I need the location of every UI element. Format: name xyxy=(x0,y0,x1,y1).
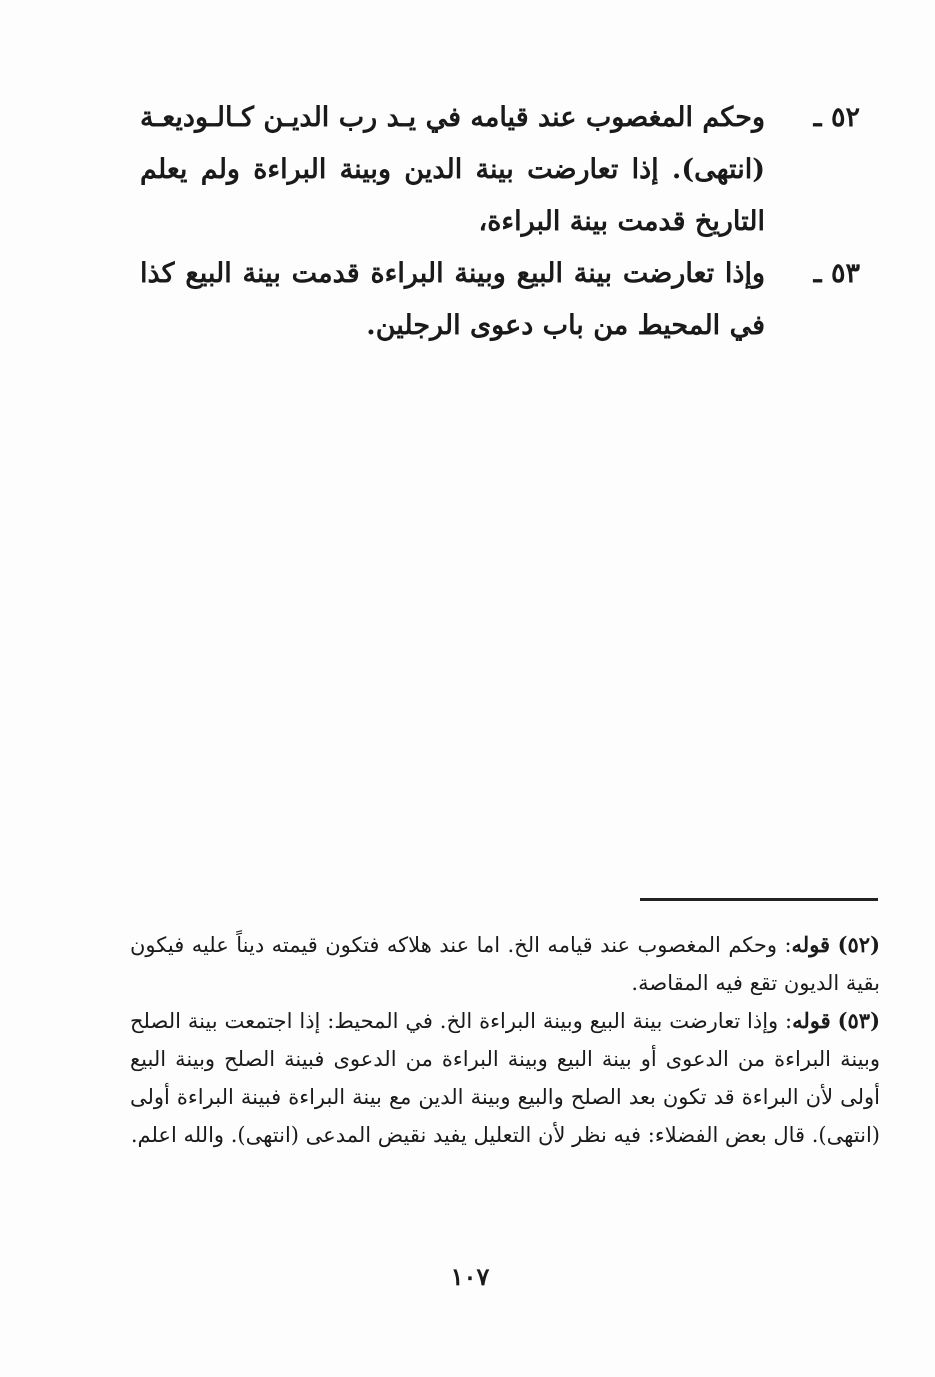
item-text: وإذا تعارضت بينة البيع وبينة البراءة قدمت بينة البيع كذا في المحيط من باب دعوى الرجلين. xyxy=(140,258,765,341)
footnote-label: قوله xyxy=(792,1008,831,1033)
footnote-text: : وحكم المغصوب عند قيامه الخ. اما عند هلاكه فتكون قيمته ديناً عليه فيكون بقية الديون تقع فيه المقاصة. xyxy=(130,933,880,995)
footnote-divider xyxy=(640,898,878,901)
footnote-text: : وإذا تعارضت بينة البيع وبينة البراءة الخ. في المحيط: إذا اجتمعت بينة الصلح وبينة البراءة من الدعوى أو بينة البيع وبينة البراءة من الدعوى فبينة الصلح وبينة البيع أولى لأن البراءة قد تكون بعد الصلح والبيع وبينة الدين مع بينة البراءة فبينة البراءة أولى (انتهى). قال بعض الفضلاء: فيه نظر لأن التعليل يفيد نقيض المدعى (انتهى). والله اعلم. xyxy=(130,1009,880,1147)
item-52 xyxy=(140,92,860,248)
main-text xyxy=(140,92,860,352)
footnote-52 xyxy=(130,926,880,1002)
footnote-number: (٥٣) xyxy=(837,1008,880,1033)
footnotes xyxy=(130,926,880,1154)
footnote-number: (٥٢) xyxy=(837,932,880,957)
footnote-53 xyxy=(130,1002,880,1154)
item-text: وحكم المغصوب عند قيامه في يـد رب الديـن كـالـوديعـة (انتهى). إذا تعارضت بينة الدين وبينة البراءة ولم يعلم التاريخ قدمت بينة البراءة، xyxy=(140,102,765,237)
item-number: ٥٢ ـ xyxy=(813,102,860,133)
item-number: ٥٣ ـ xyxy=(813,258,860,289)
footnote-label: قوله xyxy=(791,932,831,957)
page-number: ١٠٧ xyxy=(450,1262,490,1291)
item-53 xyxy=(140,248,860,352)
